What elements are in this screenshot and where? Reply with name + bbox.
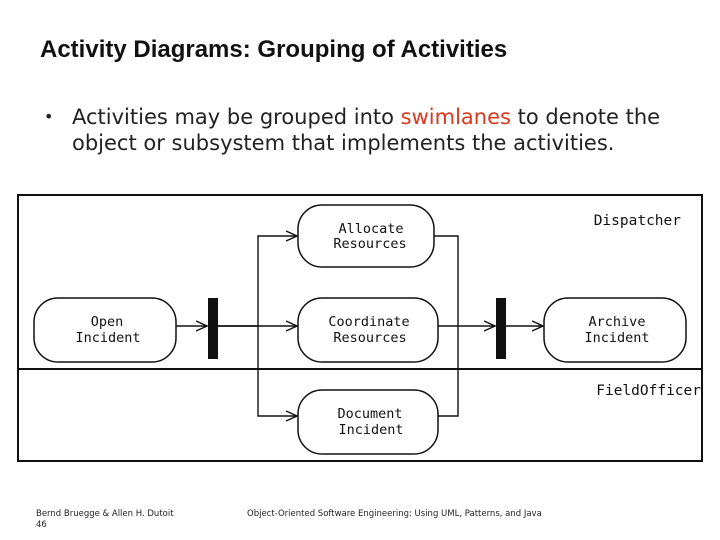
activity-label-line1: Open: [90, 314, 124, 330]
lane-label-dispatcher: Dispatcher: [593, 213, 681, 229]
transition-document-to-join: [438, 326, 458, 416]
lane-label-fieldofficer: FieldOfficer: [596, 383, 701, 399]
transition-fork-to-allocate: [218, 236, 297, 326]
slide-title: Activity Diagrams: Grouping of Activities: [40, 36, 508, 63]
bullet-text-after: to denote the object or subsystem that implements the activities.: [72, 105, 661, 155]
activity-label-line1: Coordinate: [328, 314, 410, 330]
activity-open-incident: [34, 298, 176, 362]
transition-fork-to-document: [258, 326, 297, 416]
footer-page-number: 46: [36, 520, 47, 530]
activity-label-line1: Allocate: [338, 221, 404, 237]
transition-allocate-to-join: [434, 236, 458, 326]
swimlanes-highlight: swimlanes: [400, 105, 511, 129]
footer-authors: [36, 509, 174, 531]
activity-label-line1: Document: [337, 406, 403, 422]
footer-authors-text: Bernd Bruegge & Allen H. Dutoit: [36, 509, 174, 519]
activity-archive-incident: [544, 298, 686, 362]
join-bar: [496, 298, 506, 359]
footer-book-title: Object-Oriented Software Engineering: Using UML, Patterns, and Java: [247, 509, 542, 519]
activity-label-line2: Incident: [75, 330, 141, 346]
activity-label-line2: Resources: [333, 236, 407, 252]
activity-label-line2: Incident: [338, 422, 404, 438]
activity-label-line2: Incident: [584, 330, 650, 346]
bullet-text-before: Activities may be grouped into: [72, 105, 401, 129]
activity-document-incident: [298, 390, 438, 454]
activity-coordinate-resources: [298, 298, 438, 362]
activity-label-line2: Resources: [333, 330, 407, 346]
activity-label-line1: Archive: [588, 314, 646, 330]
activity-allocate-resources: [298, 205, 434, 267]
bullet-dot: •: [44, 107, 54, 126]
fork-bar: [208, 298, 218, 359]
